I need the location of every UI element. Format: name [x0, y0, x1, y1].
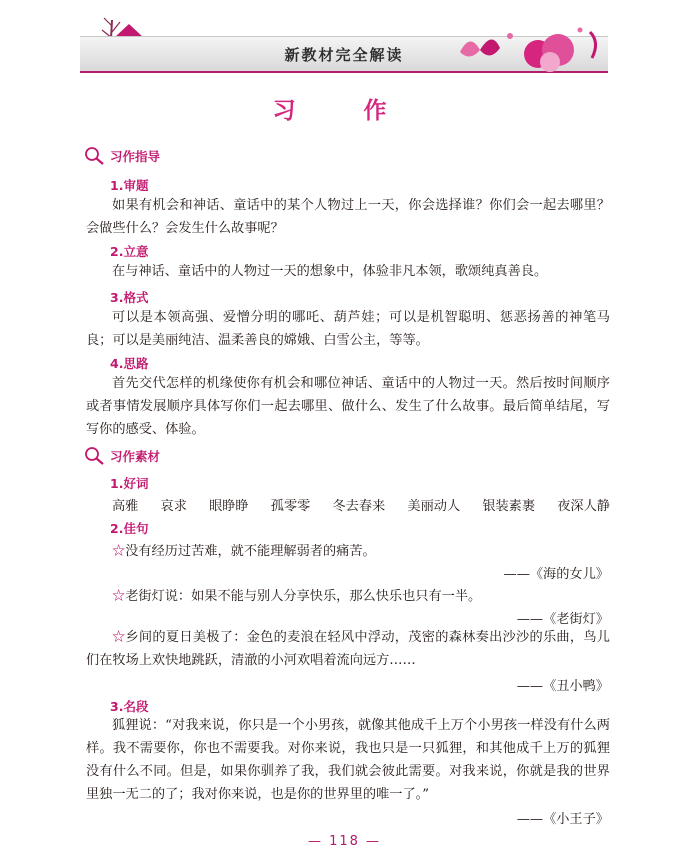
good-word: 眼睁睁: [209, 499, 249, 514]
sentence-source-1: ——《海的女儿》: [503, 567, 609, 582]
sentence-3: [86, 626, 610, 672]
item-num-geshi: 3.格式: [110, 290, 149, 305]
magnifier-icon: [84, 446, 106, 466]
item-num-shenti: 1.审题: [110, 178, 149, 193]
good-words-list: [112, 495, 610, 514]
page-number: — 118 —: [307, 834, 382, 849]
star-icon: ☆: [112, 544, 126, 559]
item-num-liyi: 2.立意: [110, 244, 149, 259]
sentence-source-2: ——《老街灯》: [516, 612, 609, 627]
section-heading-material: [84, 446, 160, 466]
good-word: 美丽动人: [407, 499, 461, 514]
magnifier-icon: [84, 146, 106, 166]
section-label-guide: 习作指导: [110, 149, 161, 164]
item-text-liyi: 在与神话、童话中的人物过一天的想象中，体验非凡本领，歌颂纯真善良。: [112, 264, 548, 279]
good-words-num: 1.好词: [110, 476, 149, 491]
page-title: 习 作: [272, 98, 417, 124]
section-label-material: 习作素材: [110, 449, 161, 464]
section-heading-guide: [84, 146, 160, 166]
page-header: [0, 0, 689, 84]
good-word: 孤零零: [270, 499, 311, 514]
item-text-shenti: 如果有机会和神话、童话中的某个人物过上一天，你会选择谁？你们会一起去哪里？会做些什么？会发生什么故事呢？: [86, 198, 610, 236]
famous-para-source: ——《小王子》: [516, 812, 609, 827]
item-text-silu: 首先交代怎样的机缘使你有机会和哪位神话、童话中的人物过一天。然后按时间顺序或者事情发展顺序具体写你们一起去哪里、做什么、发生了什么故事。最后简单结尾，写写你的感受、体验。: [86, 376, 610, 437]
good-word: 夜深人静: [557, 499, 610, 514]
star-icon: ☆: [112, 589, 126, 604]
famous-para-num: 3.名段: [110, 699, 149, 714]
item-num-silu: 4.思路: [110, 356, 149, 371]
good-word: 高雅: [112, 499, 139, 514]
good-sentences-num: 2.佳句: [110, 521, 149, 536]
sentence-text: 老街灯说：如果不能与别人分享快乐，那么快乐也只有一半。: [125, 589, 482, 604]
butterfly-decoration-icon: [440, 22, 610, 72]
sentence-2: [112, 585, 481, 604]
good-word: 冬去春来: [332, 499, 386, 514]
good-word: 银装素裹: [482, 499, 536, 514]
item-text-geshi: 可以是本领高强、爱憎分明的哪吒、葫芦娃；可以是机智聪明、惩恶扬善的神笔马良；可以是美丽纯洁、温柔善良的嫦娥、白雪公主，等等。: [86, 310, 610, 348]
good-word: 哀求: [160, 499, 187, 514]
sentence-text: 乡间的夏日美极了：金色的麦浪在轻风中浮动，茂密的森林奏出沙沙的乐曲，鸟儿们在牧场上欢快地跳跃，清澈的小河欢唱着流向远方……: [86, 630, 610, 668]
sentence-text: 没有经历过苦难，就不能理解弱者的痛苦。: [125, 544, 376, 559]
sentence-1: [112, 540, 376, 559]
star-icon: ☆: [112, 630, 126, 645]
famous-para-text: 狐狸说：“对我来说，你只是一个小男孩，就像其他成千上万个小男孩一样没有什么两样。我不需要你，你也不需要我。对你来说，我也只是一只狐狸，和其他成千上万的狐狸没有什么不同。但是，如果你驯养了我，我们就会彼此需要。对我来说，你就是我的世界里独一无二的了；我对你来说，也是你的世界里的唯一了。”: [86, 718, 610, 802]
sentence-source-3: ——《丑小鸭》: [516, 679, 609, 694]
banner-title: 新教材完全解读: [284, 46, 404, 64]
